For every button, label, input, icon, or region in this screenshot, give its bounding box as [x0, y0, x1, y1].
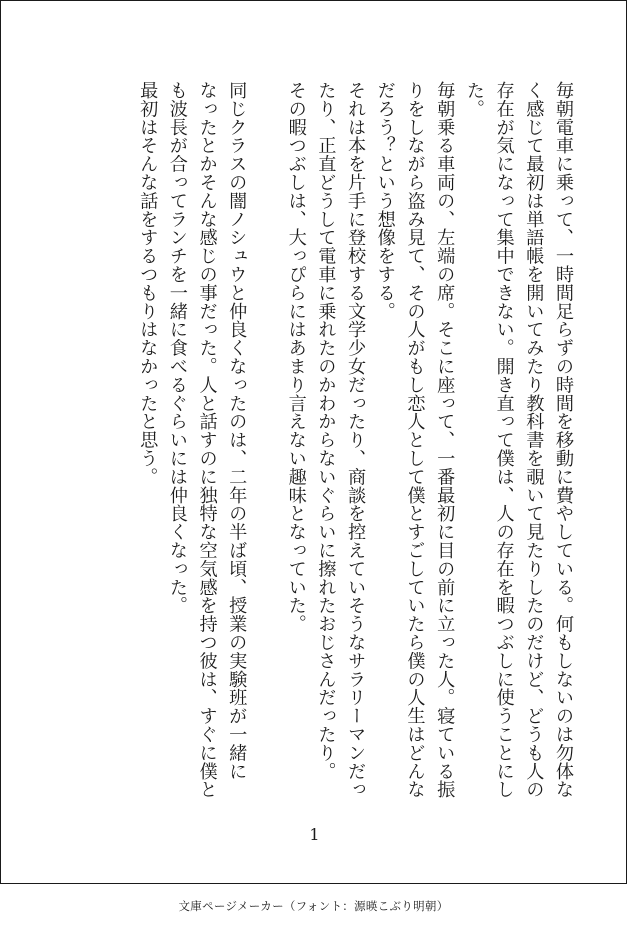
- page-number: 1: [309, 825, 320, 844]
- vertical-text-body: [132, 81, 578, 799]
- text-column: 存在が気になって集中できない。開き直って僕は、人の存在を暇つぶしに使うことにし: [493, 81, 515, 799]
- text-column: も波長が合ってランチを一緒に食べるぐらいには仲良くなった。: [166, 81, 188, 615]
- text-column: 最初はそんな話をするつもりはなかったと思う。: [137, 81, 159, 486]
- text-column: 毎朝電車に乗って、一時間足らずの時間を移動に費やしている。何もしないのは勿体な: [553, 81, 574, 799]
- text-column: 同じクラスの闇ノシュウと仲良くなったのは、二年の半ば頃、授業の実験班が一緒に: [226, 81, 248, 781]
- text-column: なったとかそんな感じの事だった。人と話すのに独特な空気感を持つ彼は、すぐに僕と: [196, 81, 218, 799]
- text-column: りをしながら盗み見て、その人がもし恋人として僕とすごしていたら僕の人生はどんな: [404, 81, 426, 799]
- text-column: く感じて最初は単語帳を開いてみたり教科書を覗いて見たりしたのだけど、どうも人の: [523, 81, 545, 799]
- text-column: 毎朝乗る車両の、左端の席。そこに座って、一番最初に目の前に立った人。寝ている振: [434, 81, 456, 799]
- text-column: た。: [463, 81, 485, 118]
- text-column: その暇つぶしは、大っぴらにはあまり言えない趣味となっていた。: [285, 81, 307, 633]
- footer-credit: 文庫ページメーカー（フォント：源暎こぶり明朝）: [178, 899, 449, 913]
- text-column: たり、正直どうして電車に乗れたのかわからないぐらいに擦れたおじさんだったり。: [315, 81, 337, 781]
- blank-column: [251, 81, 281, 551]
- text-column: それは本を片手に登校する文学少女だったり、商談を控えていそうなサラリーマンだっ: [345, 81, 367, 799]
- text-column: だろう？という想像をする。: [374, 81, 396, 321]
